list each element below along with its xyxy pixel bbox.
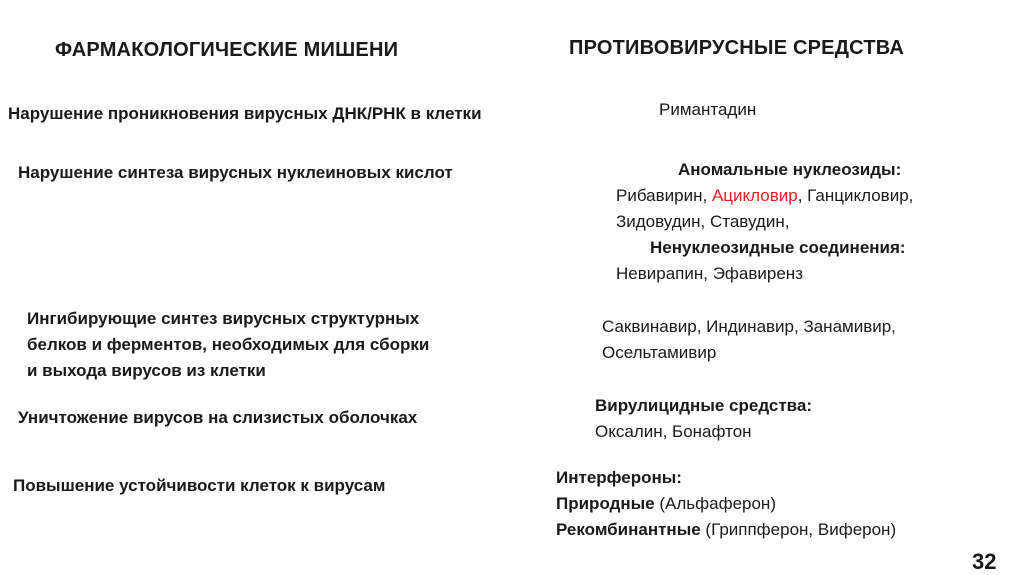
drug-group-1	[659, 97, 756, 123]
drug-line	[556, 517, 896, 543]
drug-name: (Гриппферон, Виферон)	[700, 520, 897, 539]
target-item	[18, 405, 417, 431]
target-line: белков и ферментов, необходимых для сборки	[27, 335, 430, 354]
target-line: Ингибирующие синтез вирусных структурных	[27, 309, 420, 328]
drugs-column-header: ПРОТИВОВИРУСНЫЕ СРЕДСТВА	[569, 37, 905, 59]
drug-line	[556, 491, 896, 517]
highlighted-drug-name: Ацикловир	[711, 186, 798, 205]
drug-line: Зидовудин, Ставудин,	[616, 212, 790, 231]
drug-line: Осельтамивир	[602, 343, 717, 362]
target-line: Нарушение синтеза вирусных нуклеиновых кислот	[18, 163, 453, 182]
drug-subheading: Вирулицидные средства:	[595, 396, 813, 415]
target-item	[13, 473, 385, 499]
target-line: Повышение устойчивости клеток к вирусам	[13, 476, 386, 495]
drug-subheading: Интерфероны:	[556, 468, 682, 487]
drug-category: Рекомбинантные	[556, 520, 701, 539]
drug-line: Оксалин, Бонафтон	[595, 422, 752, 441]
drug-name: (Альфаферон)	[654, 494, 776, 513]
drug-line: Саквинавир, Индинавир, Занамивир,	[602, 317, 896, 336]
drug-category: Природные	[556, 494, 655, 513]
target-line: и выхода вирусов из клетки	[27, 361, 266, 380]
target-item	[27, 306, 429, 384]
drug-group-3	[602, 314, 896, 366]
target-line: Нарушение проникновения вирусных ДНК/РНК в клетки	[8, 104, 482, 123]
target-item	[18, 160, 453, 186]
drug-line: Римантадин	[659, 100, 757, 119]
targets-column-header: ФАРМАКОЛОГИЧЕСКИЕ МИШЕНИ	[55, 39, 399, 61]
drug-subheading: Аномальные нуклеозиды:	[678, 160, 902, 179]
drug-name: , Ганцикловир,	[797, 186, 914, 205]
drug-line	[616, 183, 913, 209]
page-number: 32	[972, 549, 997, 574]
drug-group-4	[595, 393, 812, 445]
drug-subheading: Ненуклеозидные соединения:	[650, 238, 906, 257]
drug-group-2	[616, 157, 913, 287]
drug-name: Рибавирин,	[616, 186, 712, 205]
target-item	[8, 101, 482, 127]
drug-line: Невирапин, Эфавиренз	[616, 264, 803, 283]
target-line: Уничтожение вирусов на слизистых оболочках	[18, 408, 418, 427]
drug-group-5	[556, 465, 896, 543]
